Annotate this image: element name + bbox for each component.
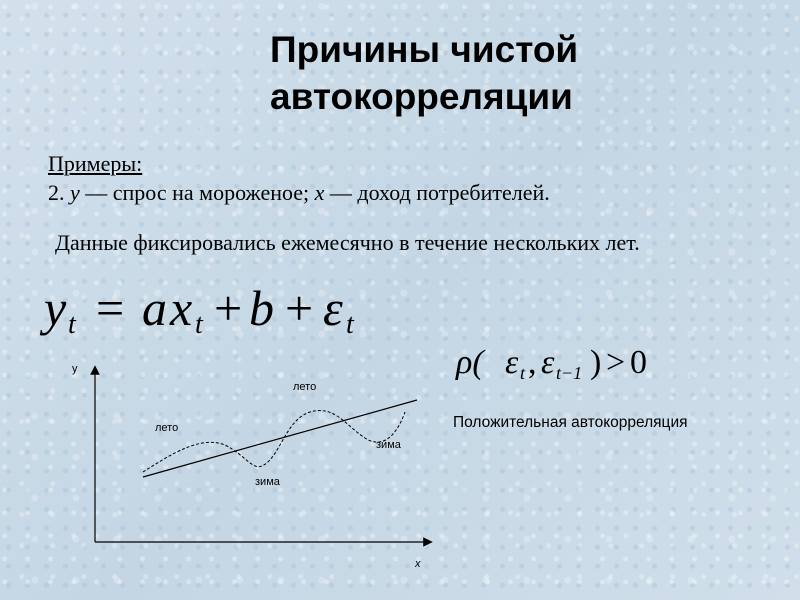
rho-epsilon-1-sub: t xyxy=(520,363,526,383)
formula-a: a xyxy=(142,280,167,336)
seasonal-curve xyxy=(143,411,405,472)
formula-y: y xyxy=(44,280,67,336)
formula-epsilon-sub: t xyxy=(346,309,354,340)
rho-epsilon-2-sub: t−1 xyxy=(556,363,583,383)
title-line-2: автокорреляции xyxy=(270,76,573,117)
rho-symbol: ρ( xyxy=(456,344,484,381)
label-zima-bottom: зима xyxy=(255,476,280,488)
y-axis-label: y xyxy=(72,363,78,375)
example-var-y: y xyxy=(70,180,80,205)
example-number: 2. xyxy=(48,180,65,205)
formula-plus-2: + xyxy=(285,280,314,336)
rho-greater-than: > xyxy=(606,344,626,381)
rho-close-paren: ) xyxy=(590,344,602,381)
label-leto-top: лето xyxy=(293,381,317,393)
formula-plus-1: + xyxy=(214,280,243,336)
rho-epsilon-2: ε xyxy=(541,344,555,381)
formula-b: b xyxy=(249,280,274,336)
rho-epsilon-1: ε xyxy=(505,344,519,381)
formula-equals: = xyxy=(96,280,125,336)
title-line-1: Причины чистой xyxy=(270,29,579,70)
formula-x-sub: t xyxy=(195,309,203,340)
positive-autocorrelation-label: Положительная автокорреляция xyxy=(453,414,688,431)
example-desc-y: — спрос на мороженое; xyxy=(85,180,310,205)
rho-comma: , xyxy=(528,344,537,381)
formula-epsilon: ε xyxy=(323,280,343,336)
formula-x: x xyxy=(170,280,193,336)
example-desc-x: — доход потребителей. xyxy=(329,180,550,205)
formula-y-sub: t xyxy=(68,309,76,340)
label-leto-left: лето xyxy=(155,422,179,434)
examples-heading: Примеры: xyxy=(48,151,143,176)
rho-zero: 0 xyxy=(630,344,647,381)
example-var-x: x xyxy=(314,180,325,205)
label-zima-right: зима xyxy=(376,439,401,451)
data-note: Данные фиксировались ежемесячно в течение нескольких лет. xyxy=(55,230,640,255)
x-axis-label: x xyxy=(415,558,421,570)
